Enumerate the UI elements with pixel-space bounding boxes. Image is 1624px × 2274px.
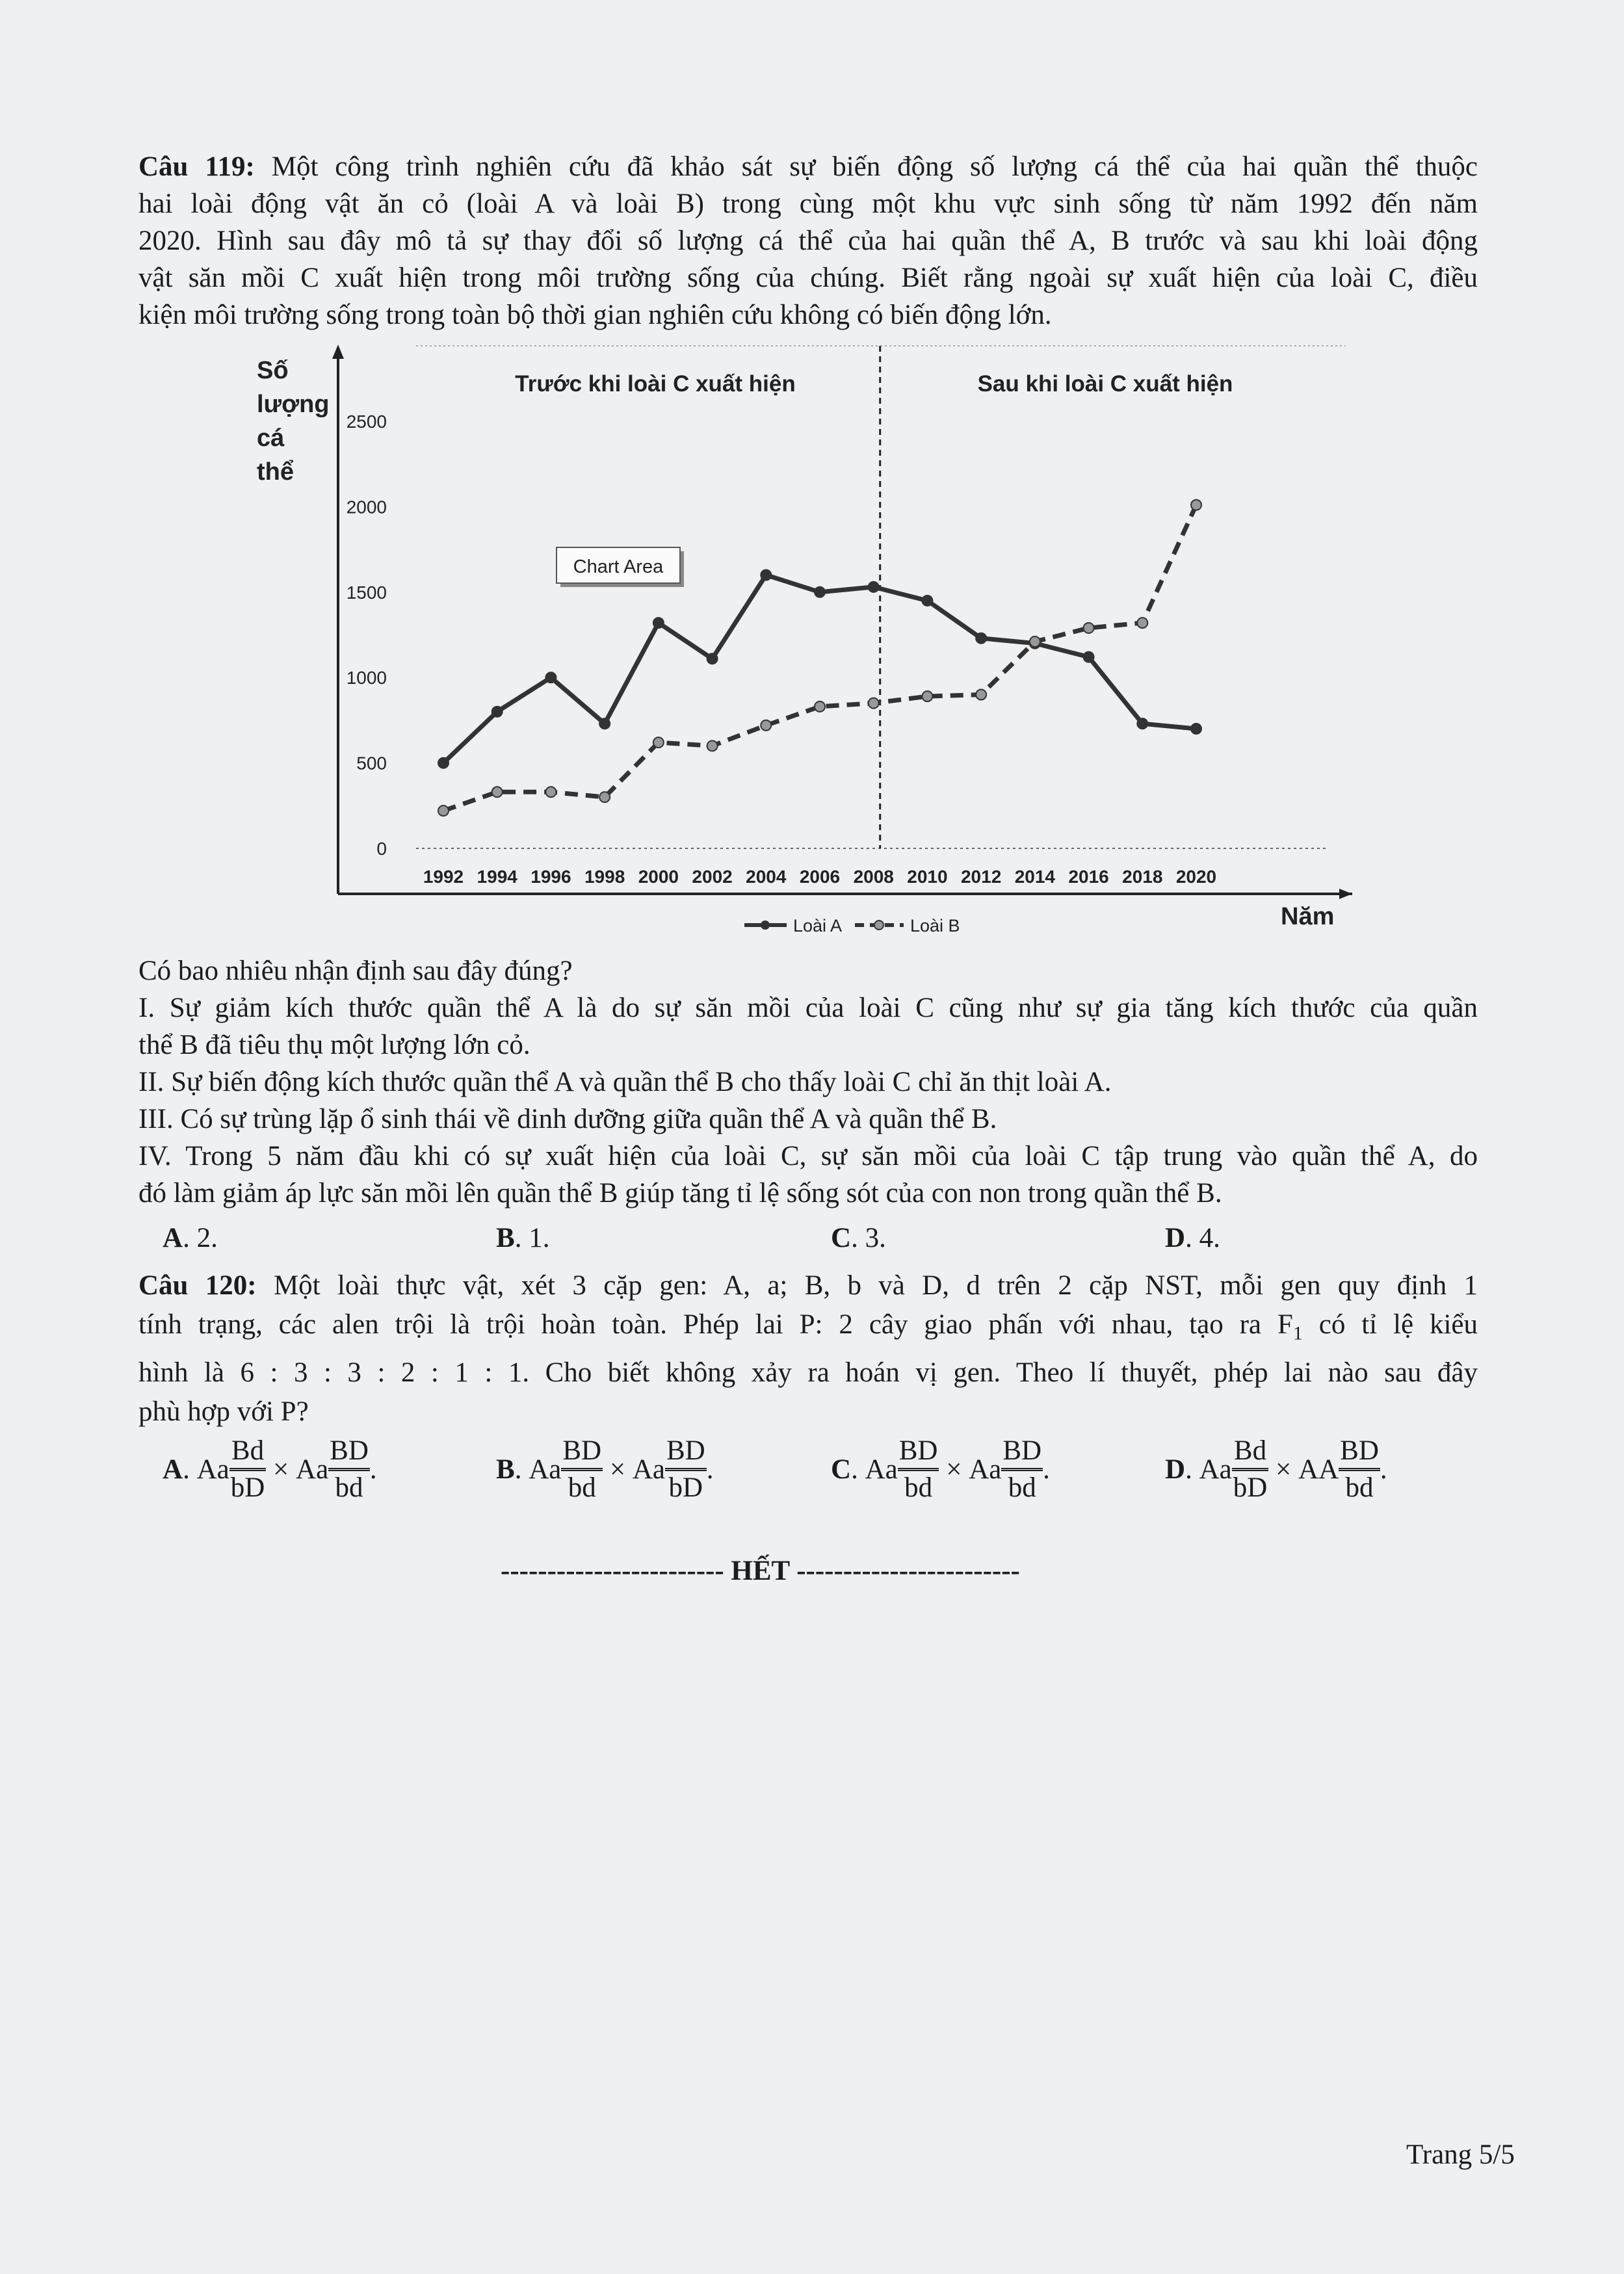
y-tick-label: 0 xyxy=(376,839,387,859)
data-point-loai-a xyxy=(1191,724,1201,734)
x-tick-label: 1992 xyxy=(423,867,464,887)
data-point-loai-a xyxy=(599,718,610,729)
y-tick-label: 1000 xyxy=(346,668,387,688)
x-tick-label: 2004 xyxy=(746,867,787,887)
x-tick-label: 1994 xyxy=(477,867,517,887)
data-point-loai-b xyxy=(438,805,449,816)
q120-line-4: phù hợp với P? xyxy=(138,1396,309,1427)
x-tick-label: 1996 xyxy=(530,867,571,887)
x-tick-label: 2008 xyxy=(853,867,894,887)
population-chart xyxy=(247,338,1378,943)
data-point-loai-b xyxy=(1137,618,1147,628)
q119-prompt: Có bao nhiêu nhận định sau đây đúng? xyxy=(138,956,573,986)
page-number: Trang 5/5 xyxy=(1406,2139,1515,2170)
legend-label-loai-b: Loài B xyxy=(910,916,960,935)
q120-options xyxy=(163,1417,1463,1521)
data-point-loai-a xyxy=(1137,718,1147,729)
y-axis-arrow xyxy=(332,345,344,359)
statement-1a: I. Sự giảm kích thước quần thể A là do sự săn mồi của loài C cũng như sự gia tăng kích thước của quần xyxy=(138,993,1478,1023)
x-tick-label: 2002 xyxy=(692,867,733,887)
q119-option-d[interactable]: D. 4. xyxy=(1165,1223,1220,1253)
q119-option-b[interactable]: B. 1. xyxy=(496,1223,550,1253)
data-point-loai-b xyxy=(922,691,932,701)
data-point-loai-b xyxy=(1191,500,1201,510)
data-point-loai-b xyxy=(599,792,610,802)
q119-line-2: hai loài động vật ăn cỏ (loài A và loài B) trong cùng một khu vực sinh sống từ năm 1992 đến năm xyxy=(138,189,1478,219)
data-point-loai-a xyxy=(815,587,825,597)
data-point-loai-b xyxy=(761,720,771,731)
q119-option-a[interactable]: A. 2. xyxy=(163,1223,218,1253)
statement-4a: IV. Trong 5 năm đầu khi có sự xuất hiện của loài C, sự săn mồi của loài C tập trung vào quần thể A, do xyxy=(138,1141,1478,1171)
data-point-loai-a xyxy=(707,653,718,664)
q119-line-4: vật săn mồi C xuất hiện trong môi trường sống của chúng. Biết rằng ngoài sự xuất hiện của loài C, điều xyxy=(138,263,1478,293)
x-tick-label: 1998 xyxy=(584,867,625,887)
data-point-loai-b xyxy=(707,740,718,751)
data-point-loai-b xyxy=(976,689,986,699)
y-axis-label-line: thể xyxy=(257,458,294,486)
x-tick-label: 2000 xyxy=(638,867,679,887)
q120-option-b[interactable]: B . Aa $\frac{BD}{bd}$ × Aa $\frac{BD}{bD}$ . xyxy=(496,1435,714,1503)
y-tick-label: 1500 xyxy=(346,582,387,603)
q119-line-5: kiện môi trường sống trong toàn bộ thời gian nghiên cứu không có biến động lớn. xyxy=(138,300,1052,330)
x-axis-label: Năm xyxy=(1281,903,1335,930)
q120-option-d[interactable]: D . Aa $\frac{Bd}{bD}$ × AA $\frac{BD}{bd}$ . xyxy=(1165,1435,1387,1503)
data-point-loai-b xyxy=(869,698,879,709)
q119-statements xyxy=(138,952,1478,1212)
q119-line-1: Câu 119: Một công trình nghiên cứu đã khảo sát sự biến động số lượng cá thể của hai quần thể thuộc xyxy=(138,151,1478,182)
data-point-loai-b xyxy=(653,737,664,748)
y-tick-label: 2000 xyxy=(346,497,387,517)
y-axis-label-line: lượng xyxy=(257,391,330,418)
x-tick-label: 2010 xyxy=(907,867,948,887)
data-point-loai-a xyxy=(761,570,771,581)
statement-3: III. Có sự trùng lặp ổ sinh thái về dinh dưỡng giữa quần thể A và quần thể B. xyxy=(138,1104,997,1134)
statement-1b: thể B đã tiêu thụ một lượng lớn cỏ. xyxy=(138,1030,530,1060)
y-tick-label: 2500 xyxy=(346,412,387,432)
x-tick-label: 2016 xyxy=(1068,867,1109,887)
legend-marker-loai-b xyxy=(874,921,884,930)
series-line-loai-a xyxy=(443,575,1196,763)
q120-option-a[interactable]: A . Aa $\frac{Bd}{bD}$ × Aa $\frac{BD}{bd}$ . xyxy=(163,1435,377,1503)
data-point-loai-a xyxy=(545,672,556,683)
y-axis-label-line: cá xyxy=(257,425,285,452)
data-point-loai-a xyxy=(1084,652,1094,662)
legend-marker-loai-a xyxy=(761,921,770,930)
x-tick-label: 2018 xyxy=(1122,867,1163,887)
q119-options xyxy=(163,1222,1463,1259)
data-point-loai-a xyxy=(869,582,879,592)
x-axis-arrow xyxy=(1339,889,1352,899)
question-120 xyxy=(138,1266,1478,1431)
q119-label: Câu 119: xyxy=(138,151,255,182)
x-tick-label: 2006 xyxy=(799,867,841,887)
legend-label-loai-a: Loài A xyxy=(793,916,843,935)
x-tick-label: 2020 xyxy=(1175,867,1217,887)
q120-option-c[interactable]: C . Aa $\frac{BD}{bd}$ × Aa $\frac{BD}{bd}$ . xyxy=(831,1435,1050,1503)
chart-area-tag-label: Chart Area xyxy=(573,556,664,577)
data-point-loai-b xyxy=(1030,636,1040,647)
statement-2: II. Sự biến động kích thước quần thể A và quần thể B cho thấy loài C chỉ ăn thịt loài A. xyxy=(138,1067,1112,1097)
question-119 xyxy=(138,148,1478,333)
y-axis-label-line: Số xyxy=(257,357,289,384)
end-marker: ------------------------ HẾT ------------------------ xyxy=(501,1556,1020,1586)
x-tick-label: 2012 xyxy=(960,867,1002,887)
q120-line-3: hình là 6 : 3 : 3 : 2 : 1 : 1. Cho biết không xảy ra hoán vị gen. Theo lí thuyết, phép lai nào sau đây xyxy=(138,1357,1478,1388)
x-tick-label: 2014 xyxy=(1014,867,1056,887)
data-point-loai-a xyxy=(492,707,503,717)
data-point-loai-b xyxy=(815,701,825,712)
q120-line-2: tính trạng, các alen trội là trội hoàn toàn. Phép lai P: 2 cây giao phấn với nhau, tạo ra $F_1$ có tỉ lệ kiểu xyxy=(138,1309,1478,1344)
q119-line-3: 2020. Hình sau đây mô tả sự thay đổi số lượng cá thể của hai quần thể A, B trước và sau khi loài động xyxy=(138,226,1478,256)
q119-option-c[interactable]: C. 3. xyxy=(831,1223,886,1253)
data-point-loai-a xyxy=(653,618,664,628)
statement-4b: đó làm giảm áp lực săn mồi lên quần thể B giúp tăng tỉ lệ sống sót của con non trong quần thể B. xyxy=(138,1178,1222,1209)
q120-line-1: Câu 120: Một loài thực vật, xét 3 cặp gen: A, a; B, b và D, d trên 2 cặp NST, mỗi gen quy định 1 xyxy=(138,1270,1478,1301)
data-point-loai-b xyxy=(492,787,503,797)
data-point-loai-a xyxy=(922,595,932,606)
data-point-loai-a xyxy=(976,633,986,644)
data-point-loai-b xyxy=(1084,623,1094,633)
q120-label: Câu 120: xyxy=(138,1270,257,1301)
data-point-loai-a xyxy=(438,758,449,768)
region-label-before: Trước khi loài C xuất hiện xyxy=(515,371,796,397)
region-label-after: Sau khi loài C xuất hiện xyxy=(977,371,1233,397)
y-tick-label: 500 xyxy=(356,753,387,774)
data-point-loai-b xyxy=(545,787,556,797)
